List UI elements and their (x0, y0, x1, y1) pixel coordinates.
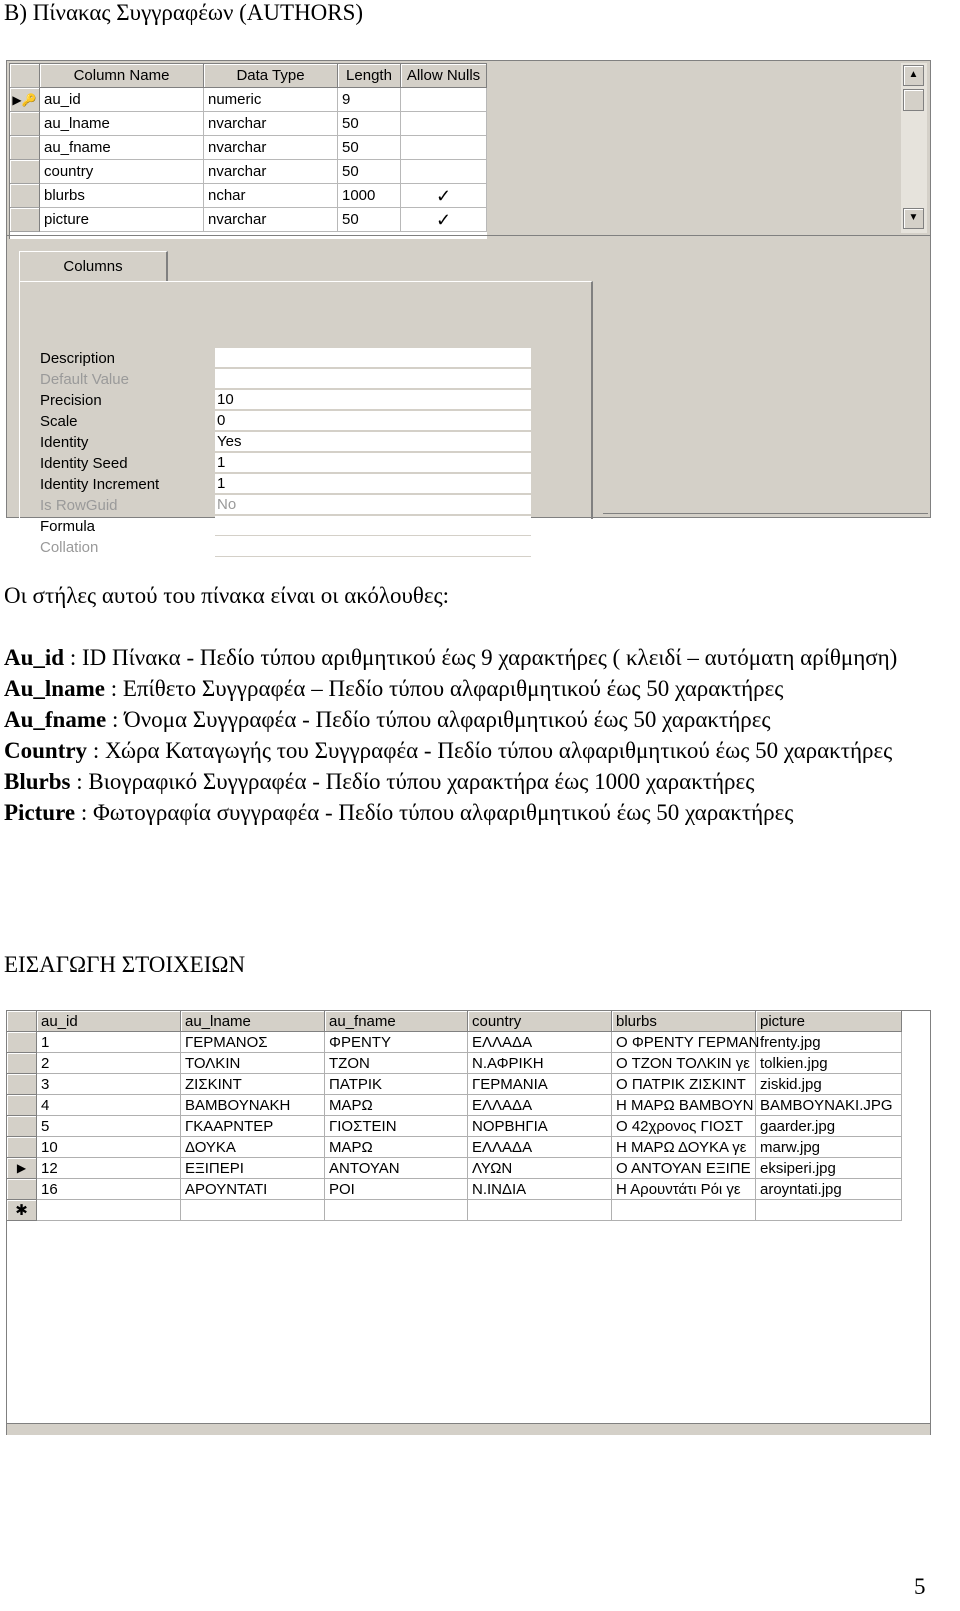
cell-length[interactable]: 50 (338, 112, 401, 136)
cell-name[interactable]: blurbs (40, 184, 204, 208)
property-value-field[interactable]: Yes (215, 432, 531, 452)
table-cell-picture[interactable]: aroyntati.jpg (756, 1179, 902, 1200)
cell-name[interactable]: au_fname (40, 136, 204, 160)
table-cell-au-lname[interactable]: ΓΕΡΜΑΝΟΣ (181, 1032, 325, 1053)
new-row-cell[interactable] (612, 1200, 756, 1221)
new-row-cell[interactable] (181, 1200, 325, 1221)
cell-name[interactable]: picture (40, 208, 204, 232)
table-cell-blurbs[interactable]: Η ΜΑΡΩ ΔΟΥΚΑ γε (612, 1137, 756, 1158)
table-cell-au-fname[interactable]: ΑΝΤΟΥΑΝ (325, 1158, 468, 1179)
cell-length[interactable]: 1000 (338, 184, 401, 208)
table-cell-blurbs[interactable]: Ο ΠΑΤΡΙΚ ΖΙΣΚΙΝΤ (612, 1074, 756, 1095)
table-cell-country[interactable]: Ν.ΙΝΔΙΑ (468, 1179, 612, 1200)
corner-header (7, 1011, 37, 1032)
column-header-au-id[interactable]: au_id (37, 1011, 181, 1032)
table-cell-country[interactable]: ΕΛΛΑΔΑ (468, 1095, 612, 1116)
column-header-au-lname[interactable]: au_lname (181, 1011, 325, 1032)
table-cell-au-lname[interactable]: ΔΟΥΚΑ (181, 1137, 325, 1158)
cell-name[interactable]: country (40, 160, 204, 184)
table-cell-picture[interactable]: eksiperi.jpg (756, 1158, 902, 1179)
table-cell-au-id[interactable]: 10 (37, 1137, 181, 1158)
column-header-data-type[interactable]: Data Type (204, 64, 338, 88)
cell-length[interactable]: 50 (338, 136, 401, 160)
corner-header (10, 64, 40, 88)
property-value-field (215, 537, 531, 557)
property-value-field[interactable] (215, 348, 531, 368)
new-row-cell[interactable] (325, 1200, 468, 1221)
table-cell-country[interactable]: ΕΛΛΑΔΑ (468, 1137, 612, 1158)
scroll-up-button[interactable]: ▲ (903, 65, 924, 86)
table-cell-au-fname[interactable]: ΓΙΟΣΤΕΙΝ (325, 1116, 468, 1137)
row-selector[interactable] (10, 184, 40, 208)
column-description (4, 735, 934, 766)
data-grid (7, 1011, 902, 1225)
table-cell-au-lname[interactable]: ΖΙΣΚΙΝΤ (181, 1074, 325, 1095)
table-cell-picture[interactable]: ziskid.jpg (756, 1074, 902, 1095)
allow-nulls-checkbox[interactable]: ✓ (401, 184, 487, 208)
cell-length[interactable]: 50 (338, 208, 401, 232)
property-label: Identity (40, 434, 89, 451)
row-selector[interactable]: ▶ (7, 1158, 37, 1179)
table-cell-blurbs[interactable]: Η ΜΑΡΩ ΒΑΜΒΟΥΝ (612, 1095, 756, 1116)
table-cell-blurbs[interactable]: Η Αρουντάτι Ρόι γε (612, 1179, 756, 1200)
column-header-length[interactable]: Length (338, 64, 401, 88)
column-term: Au_id (4, 645, 65, 670)
cell-type[interactable]: nvarchar (204, 208, 338, 232)
column-description-text: : Βιογραφικό Συγγραφέα - Πεδίο τύπου χαρακτήρα έως 1000 χαρακτήρες (70, 769, 755, 794)
table-cell-au-id[interactable]: 2 (37, 1053, 181, 1074)
column-header-blurbs[interactable]: blurbs (612, 1011, 756, 1032)
table-cell-picture[interactable]: gaarder.jpg (756, 1116, 902, 1137)
table-cell-au-id[interactable]: 3 (37, 1074, 181, 1095)
cell-type[interactable]: nvarchar (204, 112, 338, 136)
cell-length[interactable]: 9 (338, 88, 401, 112)
data-entry-window (6, 1010, 931, 1435)
table-cell-picture[interactable]: BAMBOYNAKI.JPG (756, 1095, 902, 1116)
column-term: Au_fname (4, 707, 107, 732)
property-label: Description (40, 350, 116, 367)
column-description (4, 704, 934, 735)
column-description (4, 766, 934, 797)
property-label: Collation (40, 539, 99, 556)
allow-nulls-checkbox[interactable]: ✓ (401, 208, 487, 232)
table-cell-au-fname[interactable]: ΦΡΕΝΤΥ (325, 1032, 468, 1053)
property-value-field: No (215, 495, 531, 515)
table-cell-picture[interactable]: marw.jpg (756, 1137, 902, 1158)
row-selector[interactable] (7, 1074, 37, 1095)
scroll-down-button[interactable]: ▼ (903, 208, 924, 229)
table-cell-au-lname[interactable]: ΤΟΛΚΙΝ (181, 1053, 325, 1074)
column-header-picture[interactable]: picture (756, 1011, 902, 1032)
property-label: Precision (40, 392, 102, 409)
property-value-field[interactable]: 1 (215, 453, 531, 473)
cell-type[interactable]: nvarchar (204, 136, 338, 160)
column-header-country[interactable]: country (468, 1011, 612, 1032)
column-header-allow-nulls[interactable]: Allow Nulls (401, 64, 487, 88)
row-selector[interactable] (10, 208, 40, 232)
table-cell-blurbs[interactable]: Ο ΑΝΤΟΥΑΝ ΕΞΙΠΕ (612, 1158, 756, 1179)
cell-type[interactable]: nchar (204, 184, 338, 208)
property-label: Formula (40, 518, 96, 535)
section-title: B) Πίνακας Συγγραφέων (AUTHORS) (4, 0, 364, 25)
table-cell-picture[interactable]: frenty.jpg (756, 1032, 902, 1053)
table-cell-blurbs[interactable]: Ο 42χρονος ΓΙΟΣΤ (612, 1116, 756, 1137)
allow-nulls-checkbox[interactable] (401, 112, 487, 136)
table-cell-au-fname[interactable]: ΤΖΟΝ (325, 1053, 468, 1074)
column-description (4, 642, 934, 673)
property-value-field (215, 369, 531, 389)
allow-nulls-checkbox[interactable] (401, 136, 487, 160)
column-description-text: : Χώρα Καταγωγής του Συγγραφέα - Πεδίο τύπου αλφαριθμητικού έως 50 χαρακτήρες (87, 738, 893, 763)
property-value-field[interactable]: 10 (215, 390, 531, 410)
table-cell-country[interactable]: ΛΥΩΝ (468, 1158, 612, 1179)
row-selector[interactable] (7, 1137, 37, 1158)
status-strip (7, 1423, 930, 1435)
column-term: Blurbs (4, 769, 71, 794)
row-selector[interactable] (7, 1053, 37, 1074)
page-number: 5 (914, 1574, 926, 1599)
table-cell-au-fname[interactable]: ΜΑΡΩ (325, 1095, 468, 1116)
property-label: Scale (40, 413, 78, 430)
columns-intro: Οι στήλες αυτού του πίνακα είναι οι ακόλουθες: (4, 583, 450, 608)
cell-type[interactable]: nvarchar (204, 160, 338, 184)
table-cell-au-id[interactable]: 1 (37, 1032, 181, 1053)
table-cell-au-id[interactable]: 12 (37, 1158, 181, 1179)
new-row-cell[interactable] (37, 1200, 181, 1221)
new-row-selector[interactable]: ✱ (7, 1200, 37, 1221)
table-cell-au-id[interactable]: 16 (37, 1179, 181, 1200)
table-cell-au-fname[interactable]: ΡΟΙ (325, 1179, 468, 1200)
row-selector[interactable] (7, 1116, 37, 1137)
column-description-text: : Όνομα Συγγραφέα - Πεδίο τύπου αλφαριθμητικού έως 50 χαρακτήρες (106, 707, 771, 732)
property-label: Identity Seed (40, 455, 128, 472)
column-header-au-fname[interactable]: au_fname (325, 1011, 468, 1032)
table-cell-au-lname[interactable]: ΕΞΙΠΕΡΙ (181, 1158, 325, 1179)
row-selector[interactable] (10, 136, 40, 160)
table-cell-country[interactable]: ΓΕΡΜΑΝΙΑ (468, 1074, 612, 1095)
property-value-field[interactable]: 0 (215, 411, 531, 431)
cell-name[interactable]: au_id (40, 88, 204, 112)
new-row-cell[interactable] (756, 1200, 902, 1221)
row-selector[interactable] (7, 1179, 37, 1200)
column-definition-grid (9, 63, 487, 239)
column-term: Country (4, 738, 88, 763)
column-term: Au_lname (4, 676, 105, 701)
table-cell-au-id[interactable]: 5 (37, 1116, 181, 1137)
table-cell-blurbs[interactable]: Ο ΦΡΕΝΤΥ ΓΕΡΜΑΝ (612, 1032, 756, 1053)
property-value-field[interactable]: 1 (215, 474, 531, 494)
column-header-column-name[interactable]: Column Name (40, 64, 204, 88)
table-cell-au-fname[interactable]: ΠΑΤΡΙΚ (325, 1074, 468, 1095)
property-value-field[interactable] (215, 516, 531, 536)
property-label: Identity Increment (40, 476, 160, 493)
column-description (4, 673, 934, 704)
column-description-text: : Φωτογραφία συγγραφέα - Πεδίο τύπου αλφαριθμητικού έως 50 χαρακτήρες (75, 800, 794, 825)
row-selector[interactable] (10, 160, 40, 184)
property-label: Is RowGuid (40, 497, 118, 514)
table-cell-country[interactable]: Ν.ΑΦΡΙΚΗ (468, 1053, 612, 1074)
cell-name[interactable]: au_lname (40, 112, 204, 136)
table-cell-au-lname[interactable]: ΑΡΟΥΝΤΑΤΙ (181, 1179, 325, 1200)
splitter[interactable] (7, 235, 930, 236)
table-cell-au-lname[interactable]: ΒΑΜΒΟΥΝΑΚΗ (181, 1095, 325, 1116)
status-divider (603, 513, 928, 518)
vertical-scrollbar[interactable] (901, 63, 927, 233)
column-description-text: : Επίθετο Συγγραφέα – Πεδίο τύπου αλφαριθμητικού έως 50 χαρακτήρες (104, 676, 784, 701)
new-row-cell[interactable] (468, 1200, 612, 1221)
row-selector[interactable] (7, 1095, 37, 1116)
table-cell-country[interactable]: ΕΛΛΑΔΑ (468, 1032, 612, 1053)
table-cell-au-id[interactable]: 4 (37, 1095, 181, 1116)
row-selector[interactable] (10, 112, 40, 136)
primary-key-icon[interactable]: ▶🔑 (10, 88, 40, 112)
column-description (4, 797, 934, 828)
cell-type[interactable]: numeric (204, 88, 338, 112)
property-label: Default Value (40, 371, 129, 388)
scroll-thumb[interactable] (903, 89, 924, 111)
table-cell-country[interactable]: ΝΟΡΒΗΓΙΑ (468, 1116, 612, 1137)
table-cell-picture[interactable]: tolkien.jpg (756, 1053, 902, 1074)
tab-columns[interactable]: Columns (19, 251, 168, 282)
column-term: Picture (4, 800, 76, 825)
table-cell-au-lname[interactable]: ΓΚΑΑΡΝΤΕΡ (181, 1116, 325, 1137)
column-properties-panel (19, 281, 593, 556)
cell-length[interactable]: 50 (338, 160, 401, 184)
table-design-window (6, 60, 931, 556)
allow-nulls-checkbox[interactable] (401, 88, 487, 112)
column-description-text: : ID Πίνακα - Πεδίο τύπου αριθμητικού έως 9 χαρακτήρες ( κλειδί – αυτόματη αρίθμηση) (64, 645, 898, 670)
column-descriptions (4, 642, 934, 828)
table-cell-blurbs[interactable]: Ο ΤΖΟΝ ΤΟΛΚΙΝ γε (612, 1053, 756, 1074)
data-entry-title: ΕΙΣΑΓΩΓΗ ΣΤΟΙΧΕΙΩΝ (4, 952, 246, 977)
table-cell-au-fname[interactable]: ΜΑΡΩ (325, 1137, 468, 1158)
row-selector[interactable] (7, 1032, 37, 1053)
allow-nulls-checkbox[interactable] (401, 160, 487, 184)
